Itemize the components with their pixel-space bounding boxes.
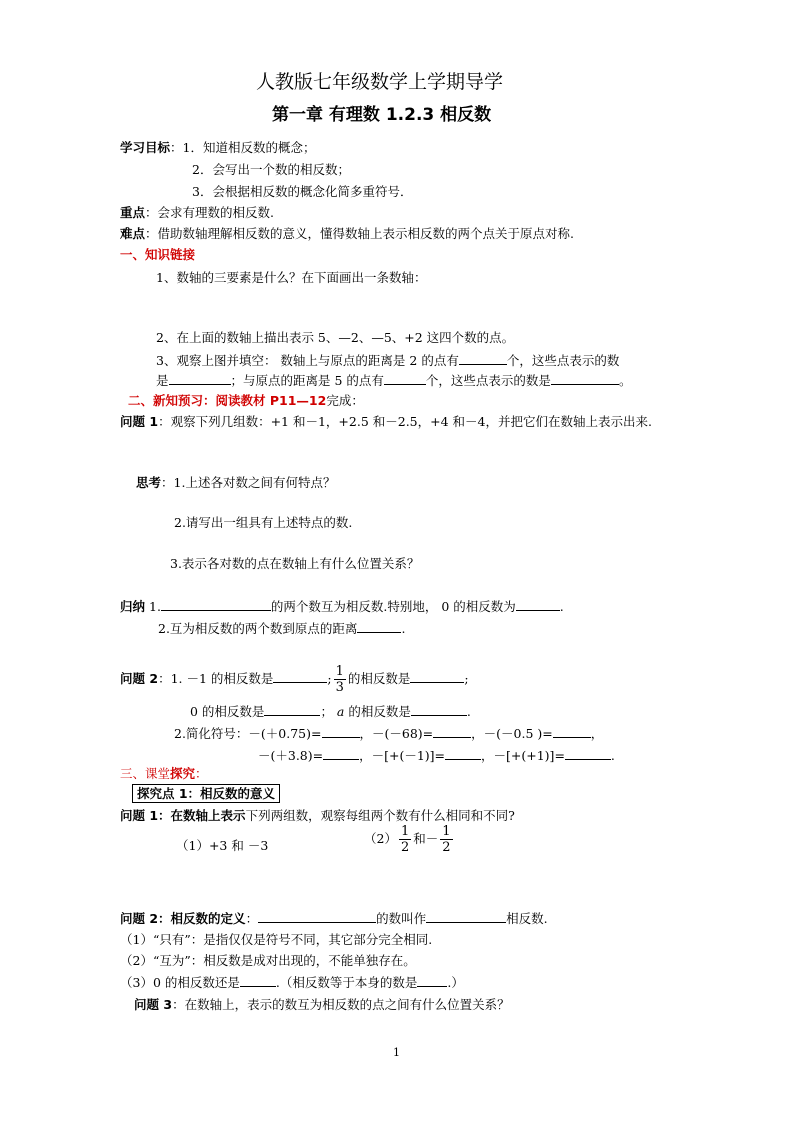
goals-label: 学习目标 <box>120 140 171 155</box>
think-q1: 思考：1.上述各对数之间有何特点？ <box>136 475 336 490</box>
fill-blank[interactable] <box>516 598 560 611</box>
fill-blank[interactable] <box>258 910 376 923</box>
goal-item: 1．知道相反数的概念； <box>182 140 316 155</box>
section1-q1: 1、数轴的三要素是什么？在下面画出一条数轴： <box>156 270 427 285</box>
section3-heading: 三、课堂探究： <box>120 766 208 781</box>
section3-q3: 问题 3：在数轴上，表示的数互为相反数的点之间有什么位置关系？ <box>134 997 510 1012</box>
fill-blank[interactable] <box>433 725 471 738</box>
fill-blank[interactable] <box>357 620 401 633</box>
difficulty-point: 难点：借助数轴理解相反数的意义，懂得数轴上表示相反数的两个点关于原点对称. <box>120 226 574 241</box>
simplify-line2: －(＋3.8)= ，－[+(－1)]= ，－[+(+1)]= . <box>258 748 615 763</box>
section2-problem1: 问题 1：观察下列几组数：+1 和－1，+2.5 和－2.5，+4 和－4，并把它们在数轴上表示出来. <box>120 414 652 429</box>
fill-blank[interactable] <box>459 352 507 365</box>
fill-blank[interactable] <box>417 974 447 987</box>
fill-blank[interactable] <box>426 910 506 923</box>
section3-q1: 问题 1：在数轴上表示下列两组数，观察每组两个数有什么相同和不同? <box>120 808 515 823</box>
fill-blank[interactable] <box>551 372 619 385</box>
fill-blank[interactable] <box>411 703 467 716</box>
goal-item: 3．会根据相反数的概念化简多重符号． <box>192 184 413 199</box>
fill-blank[interactable] <box>322 725 360 738</box>
fraction-one-half: $\frac{1}{2}$ <box>442 824 451 855</box>
note-3: （3）0 的相反数还是 .（相反数等于本身的数是 .） <box>120 975 464 990</box>
goals-line-1: 学习目标：1．知道相反数的概念； <box>120 140 316 155</box>
think-q3: 3.表示各对数的点在数轴上有什么位置关系？ <box>170 556 420 571</box>
section3-q2: 问题 2：相反数的定义： 的数叫作 相反数. <box>120 911 548 926</box>
key-point: 重点：会求有理数的相反数. <box>120 205 274 220</box>
section2-heading: 二、新知预习：阅读教材 P11—12完成： <box>128 393 364 408</box>
fill-blank[interactable] <box>161 598 271 611</box>
section3-q1-group1: （1）+3 和 －3 <box>176 838 269 853</box>
fraction-one-half: $\frac{1}{2}$ <box>400 824 410 855</box>
page-title: 人教版七年级数学上学期导学 <box>256 71 504 93</box>
fill-blank[interactable] <box>264 703 320 716</box>
note-1: （1）“只有”：是指仅仅是符号不同，其它部分完全相同. <box>120 932 433 947</box>
fill-blank[interactable] <box>273 670 327 683</box>
fraction-one-third: $\frac{1}{3}$ <box>335 664 344 695</box>
note-2: （2）“互为”：相反数是成对出现的，不能单独存在。 <box>120 953 416 968</box>
fill-blank[interactable] <box>240 974 276 987</box>
summary-1: 归纳 1. 的两个数互为相反数.特别地， 0 的相反数为 . <box>120 599 564 614</box>
think-q2: 2.请写出一组具有上述特点的数. <box>174 515 353 530</box>
fill-blank[interactable] <box>410 670 464 683</box>
summary-2: 2.互为相反数的两个数到原点的距离 . <box>158 621 406 636</box>
section1-q3: 3、观察上图并填空： 数轴上与原点的距离是 2 的点有 个，这些点表示的数 <box>156 353 620 368</box>
problem2-line2: 0 的相反数是 ； a 的相反数是 . <box>190 704 471 719</box>
section1-heading: 一、知识链接 <box>120 247 196 262</box>
page-number: 1 <box>393 1046 400 1059</box>
problem2-line1: 问题 2：1. －1 的相反数是 ; $\frac{1}{3}$ 的相反数是 ; <box>120 664 469 695</box>
fill-blank[interactable] <box>169 372 231 385</box>
explore-point-box: 探究点 1：相反数的意义 <box>132 786 280 802</box>
section3-q1-group2: （2） $\frac{1}{2}$ 和－ $\frac{1}{2}$ <box>364 824 451 855</box>
section1-q2: 2、在上面的数轴上描出表示 5、—2、—5、+2 这四个数的点。 <box>156 330 515 345</box>
goal-item: 2．会写出一个数的相反数； <box>192 162 350 177</box>
fill-blank[interactable] <box>565 747 611 760</box>
simplify-line1: 2.简化符号：－(＋0.75)= ，－(－68)= ，－(－0.5 )= ， <box>174 726 604 741</box>
fill-blank[interactable] <box>445 747 481 760</box>
fill-blank[interactable] <box>323 747 359 760</box>
fill-blank[interactable] <box>384 372 426 385</box>
fill-blank[interactable] <box>553 725 591 738</box>
chapter-subtitle: 第一章 有理数 1.2.3 相反数 <box>272 105 492 125</box>
section1-q3-cont: 是 ；与原点的距离是 5 的点有 个，这些点表示的数是 。 <box>156 373 632 388</box>
